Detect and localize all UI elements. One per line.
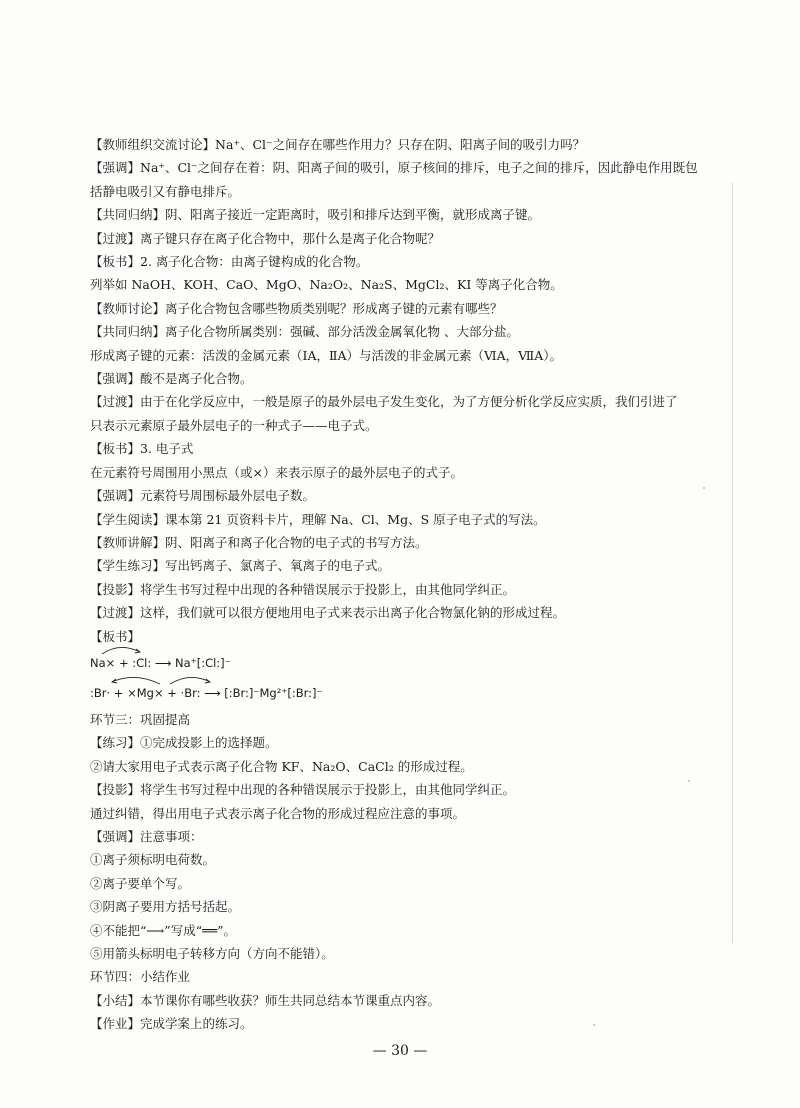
formula-nacl: Na× + :Cl: ⟶ Na⁺[:Cl:]⁻ — [90, 655, 231, 670]
text-line: 【作业】完成学案上的练习。 — [90, 1016, 253, 1032]
list-item: ④不能把“⟶”写成“══”。 — [90, 922, 237, 938]
text-line: 【学生阅读】课本第 21 页资料卡片，理解 Na、Cl、Mg、S 原子电子式的写法。 — [90, 511, 546, 527]
text-line: 【教师讨论】离子化合物包含哪些物质类别呢？形成离子键的元素有哪些？ — [90, 300, 503, 316]
text-line: 【教师组织交流讨论】Na⁺、Cl⁻之间存在哪些作用力？只存在阴、阳离子间的吸引力吗？ — [90, 137, 586, 152]
electron-transfer-arrow-icon — [90, 672, 350, 686]
scan-edge-line — [732, 183, 733, 943]
text-line: 【投影】将学生书写过程中出现的各种错误展示于投影上，由其他同学纠正。 — [90, 782, 516, 798]
text-line: 【板书】3. 电子式 — [90, 441, 194, 457]
list-item: ⑤用箭头标明电子转移方向（方向不能错）。 — [90, 946, 334, 961]
mgbr2-formation-formula — [90, 678, 690, 708]
scan-speck — [593, 1024, 595, 1026]
text-line: 列举如 NaOH、KOH、CaO、MgO、Na₂O₂、Na₂S、MgCl₂、KI 等离子化合物。 — [90, 277, 563, 293]
text-line: 通过纠错，得出用电子式表示离子化合物的形成过程应注意的事项。 — [90, 805, 466, 821]
body-text — [90, 133, 698, 1036]
list-item: ①离子须标明电荷数。 — [90, 852, 216, 868]
list-item: ②离子要单个写。 — [90, 875, 191, 891]
text-line: 形成离子键的元素：活泼的金属元素（ⅠA，ⅡA）与活泼的非金属元素（ⅥA，ⅦA）。 — [90, 347, 562, 363]
text-line: 【板书】 — [90, 628, 141, 644]
page-number: — 30 — — [372, 1043, 428, 1059]
scan-speck — [688, 780, 690, 782]
text-line: 【过渡】离子键只存在离子化合物中，那什么是离子化合物呢？ — [90, 230, 441, 246]
text-line: 【强调】Na⁺、Cl⁻之间存在着：阴、阳离子间的吸引，原子核间的排斥，电子之间的排斥，因此静电作用既包 — [90, 160, 698, 176]
text-line: ②请大家用电子式表示离子化合物 KF、Na₂O、CaCl₂ 的形成过程。 — [90, 758, 473, 774]
text-line: 【强调】元素符号周围标最外层电子数。 — [90, 488, 316, 504]
text-line: 【共同归纳】阴、阳离子接近一定距离时，吸引和排斥达到平衡，就形成离子键。 — [90, 207, 541, 223]
text-line: 【小结】本节课你有哪些收获？师生共同总结本节课重点内容。 — [90, 992, 441, 1008]
text-line: 【学生练习】写出钙离子、氯离子、氧离子的电子式。 — [90, 558, 391, 574]
section-heading: 环节四：小结作业 — [90, 969, 191, 985]
text-line: 【过渡】这样，我们就可以很方便地用电子式来表示出离子化合物氯化钠的形成过程。 — [90, 605, 566, 621]
text-line: 【教师讲解】阴、阳离子和离子化合物的电子式的书写方法。 — [90, 534, 428, 550]
text-line: 【投影】将学生书写过程中出现的各种错误展示于投影上，由其他同学纠正。 — [90, 581, 516, 597]
text-line: 在元素符号周围用小黑点（或×）来表示原子的最外层电子的式子。 — [90, 464, 463, 480]
formula-mgbr2: :Br· + ×Mg× + ·Br: ⟶ [:Br:]⁻Mg²⁺[:Br:]⁻ — [90, 685, 323, 700]
text-line: 【过渡】由于在化学反应中，一般是原子的最外层电子发生变化，为了方便分析化学反应实质，我们引进了 — [90, 394, 678, 410]
text-line: 只表示元素原子最外层电子的一种式子——电子式。 — [90, 417, 378, 433]
text-line: 括静电吸引又有静电排斥。 — [90, 183, 241, 199]
text-line: 【共同归纳】离子化合物所属类别：强碱、部分活泼金属氧化物 、大部分盐。 — [90, 324, 519, 340]
scan-speck — [703, 487, 705, 489]
electron-transfer-arrow-icon — [90, 642, 350, 656]
text-line: 【板书】2. 离子化合物：由离子键构成的化合物。 — [90, 254, 369, 270]
text-line: 【练习】①完成投影上的选择题。 — [90, 735, 278, 751]
list-item: ③阴离子要用方括号括起。 — [90, 899, 241, 915]
text-line: 【强调】注意事项： — [90, 828, 203, 844]
section-heading: 环节三：巩固提高 — [90, 711, 191, 727]
text-line: 【强调】酸不是离子化合物。 — [90, 371, 253, 387]
